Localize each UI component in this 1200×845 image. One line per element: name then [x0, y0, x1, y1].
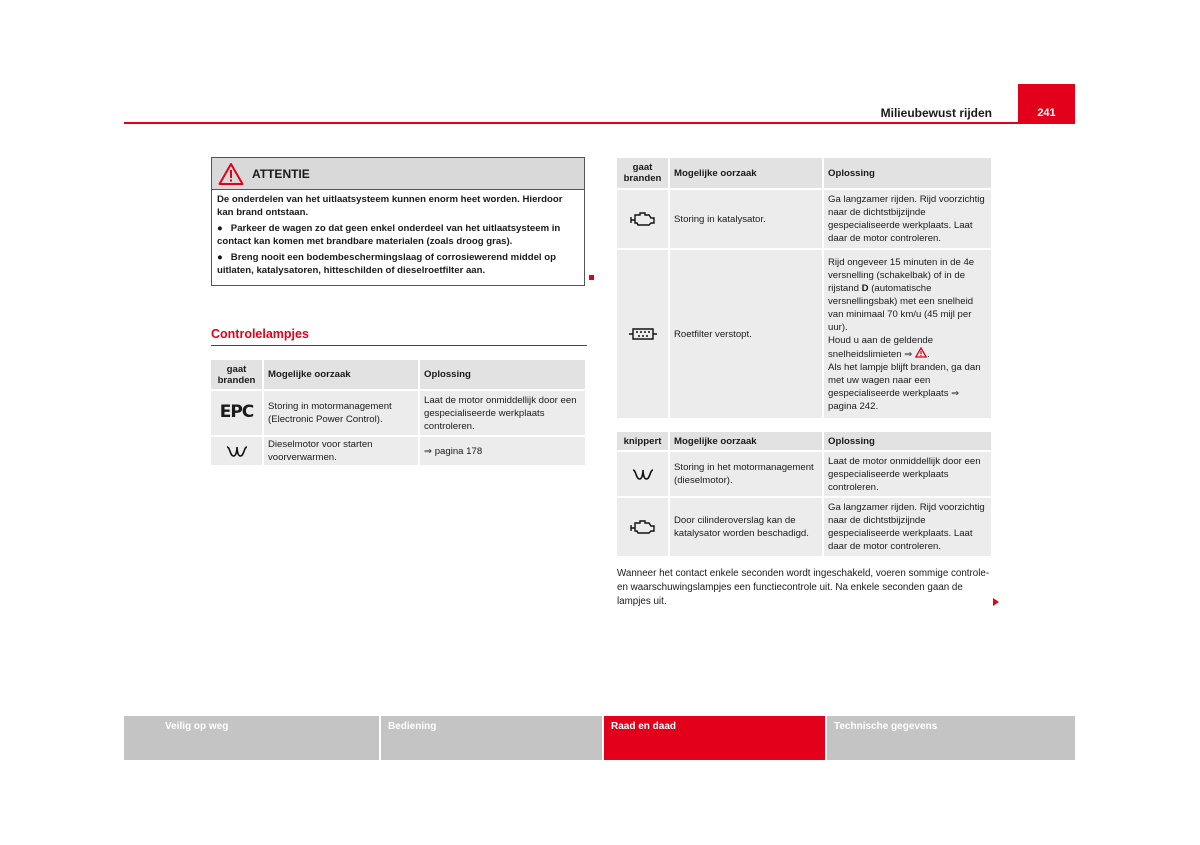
- column-header: knippert: [617, 432, 669, 451]
- cause-cell: Roetfilter verstopt.: [669, 249, 823, 419]
- column-header: Oplossing: [823, 158, 992, 189]
- glow-plug-icon: [225, 444, 249, 458]
- warning-triangle-icon: [915, 347, 927, 358]
- continue-arrow-icon: [993, 598, 999, 606]
- footer-tab-bediening[interactable]: Bediening: [381, 716, 602, 760]
- table-header-row: [617, 432, 992, 451]
- section-rule: [211, 345, 587, 346]
- engine-icon: [630, 211, 656, 227]
- column-header: Oplossing: [419, 360, 586, 390]
- warning-body: [212, 190, 584, 277]
- chapter-title: Milieubewust rijden: [880, 106, 992, 120]
- table-row: [617, 451, 992, 497]
- warning-triangle-icon: [218, 162, 244, 186]
- icon-cell: [617, 249, 669, 419]
- icon-cell: [617, 189, 669, 249]
- warning-lights-table-continued: [617, 158, 993, 420]
- column-header: Mogelijke oorzaak: [669, 432, 823, 451]
- warning-bullet: ● Breng nooit een bodembeschermingslaag of corrosiewerend middel op uitlaten, katalysatoren, hitteschilden of dieselroetfilter aan.: [217, 252, 556, 276]
- warning-title: ATTENTIE: [252, 166, 310, 181]
- page-number-box: [1018, 84, 1075, 124]
- page-number: 241: [1037, 107, 1056, 119]
- bullet-icon: ●: [217, 223, 223, 234]
- table-header-row: [617, 158, 992, 189]
- column-header: Mogelijke oorzaak: [263, 360, 419, 390]
- column-header: gaat branden: [617, 158, 669, 189]
- section-title: Controlelampjes: [211, 327, 309, 341]
- footer-tab-technische-gegevens[interactable]: Technische gegevens: [827, 716, 1075, 760]
- engine-icon: [630, 519, 656, 535]
- column-header: Mogelijke oorzaak: [669, 158, 823, 189]
- glow-plug-icon: [631, 467, 655, 481]
- solution-cell: ⇒ pagina 178: [419, 436, 586, 466]
- particle-filter-icon: [628, 327, 658, 341]
- column-header: gaat branden: [211, 360, 263, 390]
- cause-cell: Storing in het motormanagement (dieselmotor).: [669, 451, 823, 497]
- table-row: [617, 249, 992, 419]
- table-row: [617, 497, 992, 557]
- footer-tab-veilig-op-weg[interactable]: Veilig op weg: [124, 716, 379, 760]
- end-marker-icon: [589, 275, 594, 280]
- solution-cell: Ga langzamer rijden. Rijd voorzichtig naar de dichtstbijzijnde gespecialiseerde werkplaats. Laat daar de motor controleren.: [823, 189, 992, 249]
- solution-cell: Laat de motor onmiddellijk door een gespecialiseerde werkplaats controleren.: [823, 451, 992, 497]
- table-header-row: [211, 360, 586, 390]
- footer-nav: [124, 716, 1075, 760]
- footer-tab-raad-en-daad[interactable]: Raad en daad: [604, 716, 825, 760]
- table-row: [617, 189, 992, 249]
- flashing-lights-table: [617, 432, 993, 558]
- table-row: [211, 436, 586, 466]
- solution-cell: Laat de motor onmiddellijk door een gespecialiseerde werkplaats controleren.: [419, 390, 586, 436]
- table-row: [211, 390, 586, 436]
- icon-cell: [617, 451, 669, 497]
- epc-icon: EPC: [219, 402, 254, 423]
- bullet-icon: ●: [217, 252, 223, 263]
- cause-cell: Door cilinderoverslag kan de katalysator worden beschadigd.: [669, 497, 823, 557]
- header-rule: [124, 122, 1075, 124]
- warning-intro: De onderdelen van het uitlaatsysteem kunnen enorm heet worden. Hierdoor kan brand ontstaan.: [217, 194, 563, 218]
- warning-header: [212, 158, 584, 190]
- icon-cell: [211, 436, 263, 466]
- solution-cell: Rijd ongeveer 15 minuten in de 4e versnelling (schakelbak) of in de rijstand D (automatische versnellingsbak) met een snelheid van minimaal 70 km/u (45 mijl per uur). Houd u aan de geldende snelheidslimieten ⇒ . Als het lampje blijft branden, ga dan met uw wagen naar een gespecialiseerde werkplaats ⇒ pagina 242.: [823, 249, 992, 419]
- footnote-text: Wanneer het contact enkele seconden wordt ingeschakeld, voeren sommige controle- en waarschuwingslampjes een functiecontrole uit. Na enkele seconden gaan de lampjes uit.: [617, 568, 990, 607]
- column-header: Oplossing: [823, 432, 992, 451]
- warning-lights-table: [211, 360, 587, 467]
- warning-bullet: ● Parkeer de wagen zo dat geen enkel onderdeel van het uitlaatsysteem in contact kan komen met brandbare materialen (zoals droog gras).: [217, 223, 561, 247]
- warning-box: [211, 157, 585, 286]
- cause-cell: Storing in katalysator.: [669, 189, 823, 249]
- solution-cell: Ga langzamer rijden. Rijd voorzichtig naar de dichtstbijzijnde gespecialiseerde werkplaats. Laat daar de motor controleren.: [823, 497, 992, 557]
- icon-cell: [617, 497, 669, 557]
- icon-cell: [211, 390, 263, 436]
- cause-cell: Dieselmotor voor starten voorverwarmen.: [263, 436, 419, 466]
- cause-cell: Storing in motormanagement (Electronic Power Control).: [263, 390, 419, 436]
